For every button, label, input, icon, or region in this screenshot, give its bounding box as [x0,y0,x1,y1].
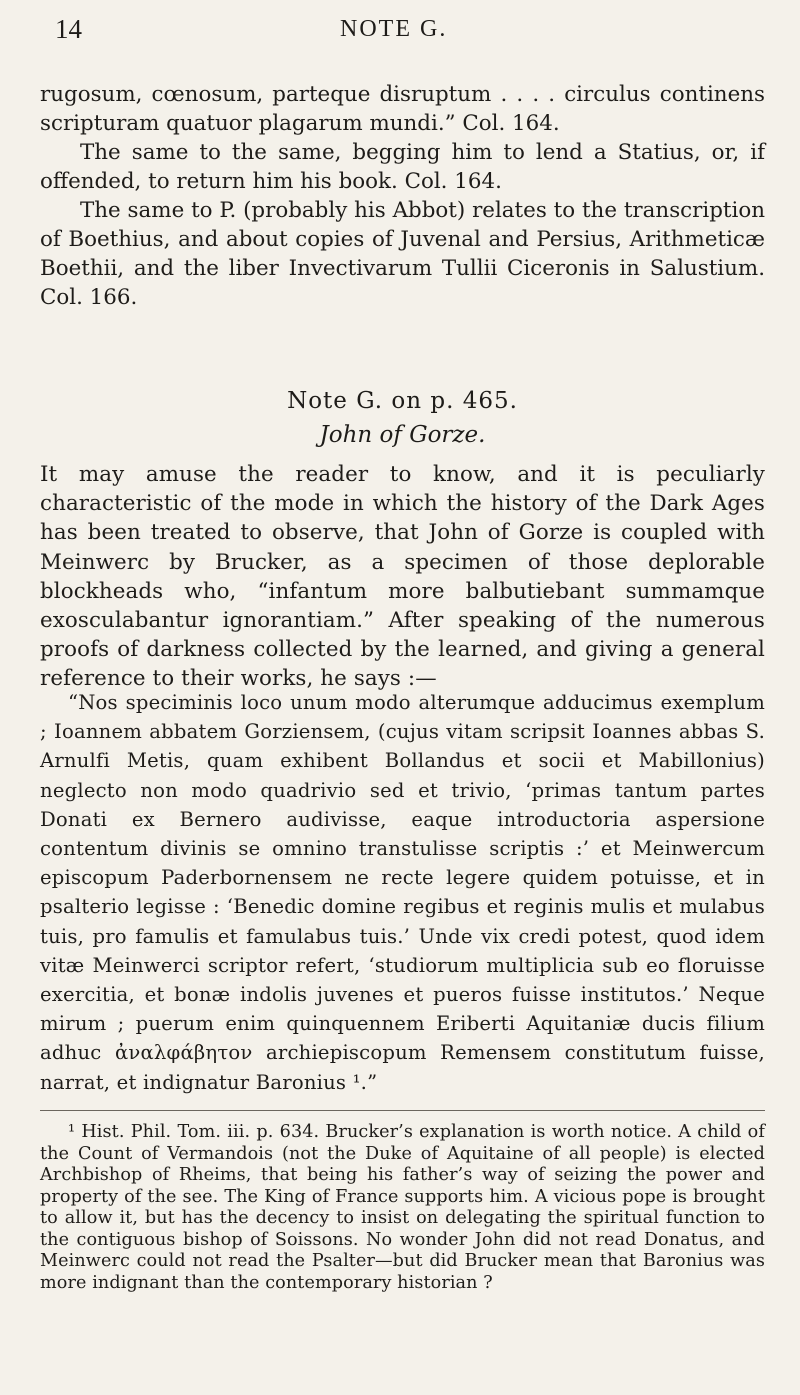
intro-paragraph-1: rugosum, cœnosum, parteque disruptum . . . . circulus continens scripturam quatuor plagarum mundi.” Col. 164. [40,82,765,136]
main-paragraph: It may amuse the reader to know, and it is peculiarly characteristic of the mode in which the history of the Dark Ages has been treated to observe, that John of Gorze is coupled with Meinwerc by Brucker, as a specimen of those deplorable blockheads who, “infantum more balbutiebant summamque exosculabantur ignorantiam.” After speaking of the numerous proofs of darkness collected by the learned, and giving a general reference to their works, he says :— [40,462,765,692]
page-number: 14 [55,14,82,44]
footnote-paragraph: ¹ Hist. Phil. Tom. iii. p. 634. Brucker’s explanation is worth notice. A child of the Count of Vermandois (not the Duke of Aquitaine of all people) is elected Archbishop of Rheims, that being his father’s way of seizing the power and property of the see. The King of France supports him. A vicious pope is brought to allow it, but has the decency to insist on delegating the spiritual function to the contiguous bishop of Soissons. No wonder John did not read Donatus, and Meinwerc could not read the Psalter—but did Brucker mean that Baronius was more indignant than the contemporary historian ? [40,1122,765,1293]
note-heading: Note G. on p. 465. [287,388,518,414]
latin-quotation [40,688,765,1097]
intro-paragraph-2: The same to the same, begging him to lend a Statius, or, if offended, to return him his book. Col. 164. [40,140,765,194]
intro-paragraph-3: The same to P. (probably his Abbot) relates to the transcription of Boethius, and about copies of Juvenal and Persius, Arithmeticæ Boethii, and the liber Invectivarum Tullii Ciceronis in Salustium. Col. 166. [40,198,765,310]
footnote-rule [40,1110,765,1111]
page-header [55,14,765,54]
running-head: NOTE G. [340,16,448,42]
intro-section [40,80,765,312]
quotation-paragraph: “Nos speciminis loco unum modo alterumque adducimus exemplum ; Ioannem abbatem Gorziensem, (cujus vitam scripsit Ioannes abbas S. Arnulfi Metis, quam exhibent Bollandus et socii et Mabillonius) neglecto non modo quadrivio sed et trivio, ‘primas tantum partes Donati ex Bernero audivisse, eaque introductoria aspersione contentum divinis se omnino transtulisse scriptis :’ et Meinwercum episcopum Paderbornensem ne recte legere quidem potuisse, et in psalterio legisse : ‘Benedic domine regibus et reginis mulis et mulabus tuis, pro famulis et famulabus tuis.’ Unde vix credi potest, quod idem vitæ Meinwerci scriptor refert, ‘studiorum multiplicia sub eo floruisse exercitia, et bonæ indolis juvenes et pueros fuisse institutos.’ Neque mirum ; puerum enim quinquennem Eriberti Aquitaniæ ducis filium adhuc ἀναλφάβητον archiepiscopum Remensem constitutum fuisse, narrat, et indignatur Baronius ¹.” [40,691,765,1094]
main-text [40,460,765,694]
footnote-section [40,1122,765,1294]
note-subheading: John of Gorze. [319,422,486,448]
